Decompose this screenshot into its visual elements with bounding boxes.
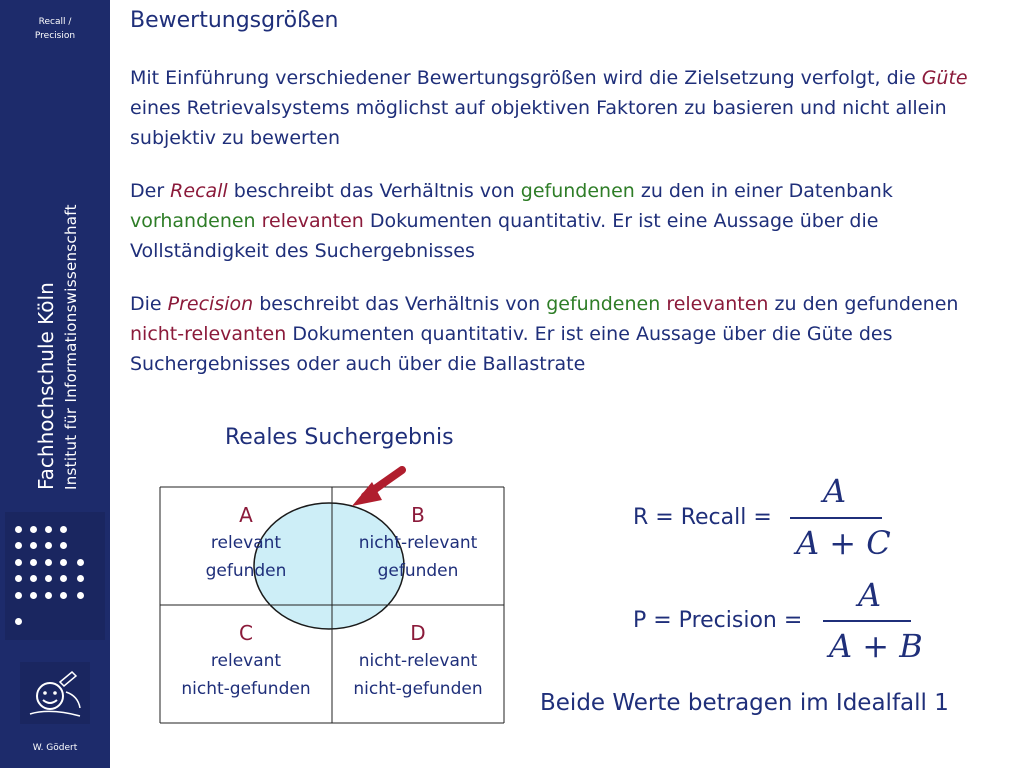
recall-numerator: A [823,472,847,510]
department-name: Institut für Informationswissenschaft [62,204,80,490]
diagram-title: Reales Suchergebnis [225,425,454,450]
paragraph-recall: Der Recall beschreibt das Verhältnis von gefundenen zu den in einer Datenbank vorhandenen relevanten Dokumenten quantitativ. Er ist eine Aussage über die Vollständigkeit des Suchergebnisses [130,180,893,262]
precision-denominator: A + B [829,627,923,665]
cell-a: A relevant gefunden [205,503,287,581]
topic-line-1: Recall / [38,17,72,27]
page-title: Bewertungsgrößen [130,8,339,33]
precision-fraction-line [823,620,911,622]
conclusion-text: Beide Werte betragen im Idealfall 1 [540,690,949,716]
paragraph-precision: Die Precision beschreibt das Verhältnis von gefundenen relevanten zu den gefundenen nicht-relevanten Dokumenten quantitativ. Er ist eine Aussage über die Güte des Suchergebnisses oder auch über die Ballastrate [130,293,959,375]
cell-d: D nicht-relevant nicht-gefunden [353,621,483,699]
recall-fraction-line [790,517,882,519]
cell-c: C relevant nicht-gefunden [181,621,311,699]
cell-b: B nicht-relevant gefunden [358,503,478,581]
institution-name: Fachhochschule Köln [34,282,58,490]
author-name: W. Gödert [32,743,78,753]
recall-denominator: A + C [796,524,891,562]
result-matrix [160,487,504,723]
precision-numerator: A [858,576,882,614]
topic-line-2: Precision [34,31,76,41]
paragraph-goal: Mit Einführung verschiedener Bewertungsgrößen wird die Zielsetzung verfolgt, die Güte eines Retrievalsystems möglichst auf objektiven Faktoren zu basieren und nicht allein subjektiv zu bewerten [130,67,968,149]
precision-label: P = Precision = [633,608,803,633]
recall-label: R = Recall = [633,505,772,530]
